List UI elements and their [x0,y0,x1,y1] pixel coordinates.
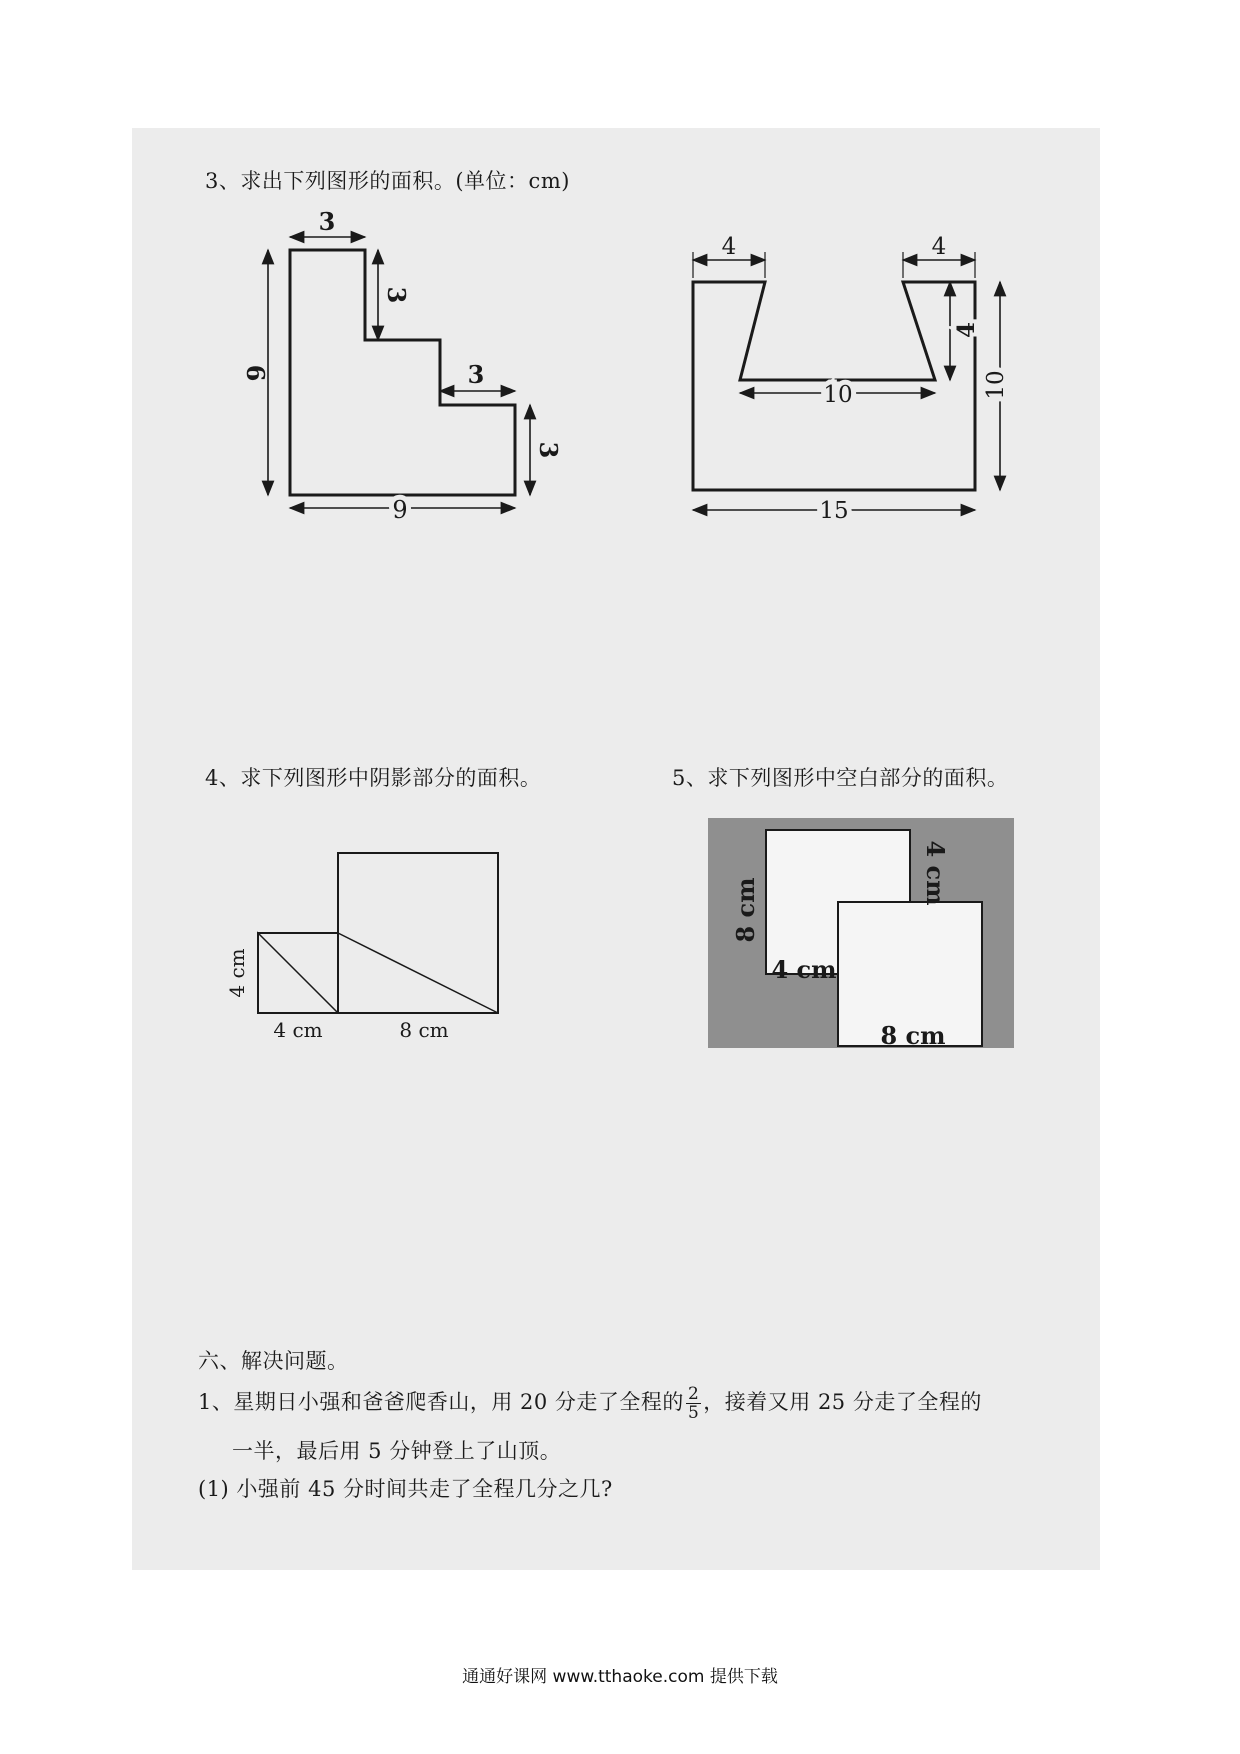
fig1-step2-label: 3 [534,441,563,459]
section6-title: 六、解决问题。 [198,1349,349,1373]
q4-figure [226,845,516,1045]
fraction-two-fifths [686,1385,701,1422]
q5-mid-label: 4 cm [771,955,837,984]
fig1-left-label: 9 [242,364,271,382]
fraction-numerator: 2 [687,1384,700,1404]
q4-base-left-label: 4 cm [273,1018,323,1042]
q5-bottom-label: 8 cm [880,1021,946,1050]
fig2-base-label: 15 [819,498,849,524]
q5-right-label: 4 cm [921,840,950,906]
q4-base-right-label: 8 cm [399,1018,449,1042]
q3-title: 3、求出下列图形的面积。(单位：cm) [205,169,570,193]
fig1-bottom-label: 9 [392,496,408,524]
fig2-inner-height-label: 4 [953,321,980,339]
q3-figure-2 [690,234,1020,524]
fig1-top-label: 3 [318,207,336,236]
problem-1-text-a: 1、星期日小强和爸爸爬香山，用 20 分走了全程的 [198,1390,684,1414]
problem-1-sub-1: (1) 小强前 45 分时间共走了全程几分之几? [198,1477,613,1501]
fig2-inner-base-label: 10 [823,382,853,408]
q4-side-label: 4 cm [225,948,249,998]
fig1-mid-label: 3 [467,360,485,389]
fig1-step1-label: 3 [382,286,411,304]
q5-figure [708,818,1018,1050]
q5-left-label: 8 cm [731,877,760,943]
q5-title: 5、求下列图形中空白部分的面积。 [672,766,1009,790]
problem-1-text-b: ，接着又用 25 分走了全程的 [703,1390,982,1414]
q3-figure-1 [242,207,563,524]
q4-title: 4、求下列图形中阴影部分的面积。 [205,766,542,790]
fraction-denominator: 5 [687,1403,700,1423]
fig2-top-left-label: 4 [721,234,737,260]
problem-1-line-1 [198,1385,982,1422]
problem-1-line-2: 一半，最后用 5 分钟登上了山顶。 [232,1439,562,1463]
fig2-height-label: 10 [983,370,1009,400]
footer-credit: 通通好课网 www.tthaoke.com 提供下载 [462,1667,778,1687]
fig2-top-right-label: 4 [931,234,947,260]
